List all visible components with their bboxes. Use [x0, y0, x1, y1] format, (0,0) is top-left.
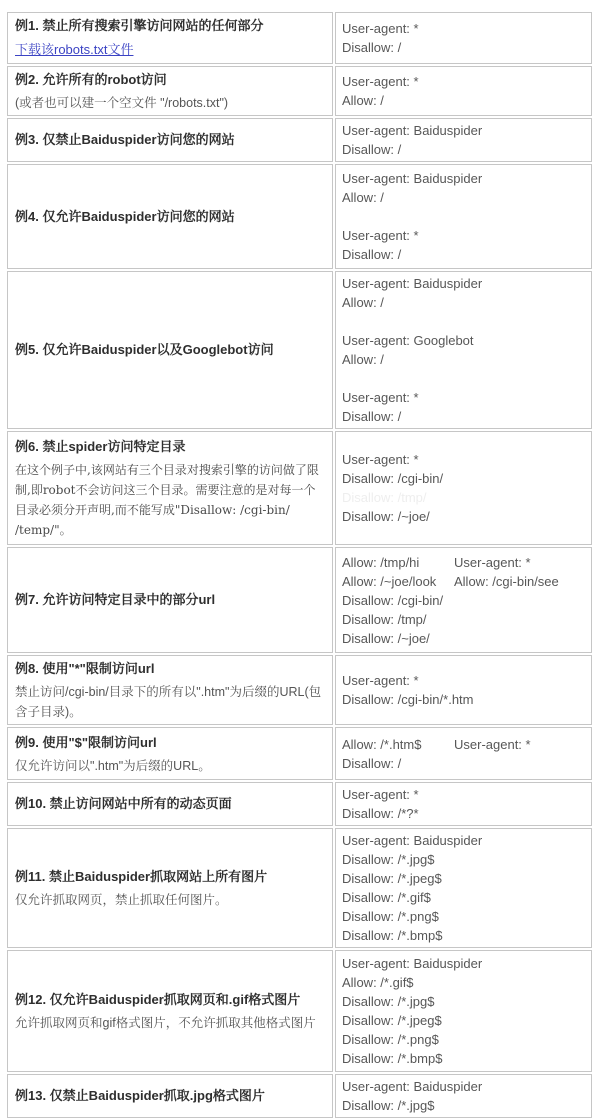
directives-columns [342, 19, 585, 57]
directive-line: Disallow: /*.bmp$ [342, 1051, 443, 1066]
directive-line: Disallow: / [342, 142, 402, 157]
robots-directives-cell [335, 431, 592, 545]
directive-line: Disallow: /tmp/ [342, 611, 427, 627]
directive-line: Disallow: /tmp/ [342, 490, 427, 505]
example-description-cell [7, 828, 333, 948]
directive-line [342, 312, 585, 331]
example-title: 例10. 禁止访问网站中所有的动态页面 [15, 796, 232, 811]
example-note: 禁止访问/cgi-bin/目录下的所有以".htm"为后缀的URL(包含子目录)。 [15, 685, 322, 719]
directive-line: User-agent: * [454, 554, 531, 570]
table-row-example-2 [7, 66, 592, 116]
robots-txt-download-link[interactable]: 下载该robots.txt文件 [15, 42, 134, 57]
directive-line: Disallow: /cgi-bin/ [342, 471, 444, 486]
example-description-cell [7, 66, 333, 116]
example-title: 例1. 禁止所有搜索引擎访问网站的任何部分 [15, 18, 264, 33]
robots-directives-cell [335, 828, 592, 948]
example-description-cell [7, 271, 333, 429]
directives-column [454, 553, 585, 591]
robots-directives-cell [335, 727, 592, 780]
robots-directives-cell [335, 655, 592, 725]
directive-line: Disallow: /cgi-bin/ [342, 592, 444, 608]
example-title: 例7. 允许访问特定目录中的部分url [15, 592, 216, 607]
directive-line: User-agent: * [342, 74, 419, 89]
directive-line: Allow: /cgi-bin/see [454, 573, 559, 589]
directive-line: Disallow: /*.jpg$ [342, 1098, 435, 1113]
directive-line: Disallow: /~joe/ [342, 630, 430, 646]
robots-directives-cell [335, 118, 592, 162]
directive-line: User-agent: * [454, 736, 531, 752]
directive-line: Disallow: /cgi-bin/*.htm [342, 692, 474, 707]
directives-column [342, 72, 585, 110]
directives-columns [342, 954, 585, 1068]
directives-columns [342, 1077, 585, 1115]
directives-column [342, 735, 454, 773]
table-row-example-6 [7, 431, 592, 545]
directives-column [342, 1077, 585, 1115]
example-title: 例9. 使用"$"限制访问url [15, 734, 157, 750]
directive-line: Allow: /*.gif$ [342, 975, 414, 990]
directive-line: Disallow: / [342, 247, 402, 262]
directives-columns [342, 169, 585, 264]
robots-directives-cell [335, 271, 592, 429]
table-row-example-8 [7, 655, 592, 725]
directive-line: User-agent: * [342, 673, 419, 688]
example-note: 允许抓取网页和gif格式图片，不允许抓取其他格式图片 [15, 1016, 316, 1030]
directive-line: User-agent: * [342, 452, 419, 467]
example-note: 在这个例子中,该网站有三个目录对搜索引擎的访问做了限制,即robot不会访问这三个目录。需要注意的是对每一个目录必须分开声明,而不能写成"Disallow: /cgi-bin/ /temp/"。 [15, 463, 319, 537]
example-title: 例13. 仅禁止Baiduspider抓取.jpg格式图片 [15, 1088, 265, 1103]
directive-line: Allow: / [342, 352, 384, 367]
example-title: 例5. 仅允许Baiduspider以及Googlebot访问 [15, 342, 274, 357]
directives-columns [342, 671, 585, 709]
directives-columns [342, 831, 585, 945]
example-description-cell [7, 164, 333, 269]
directive-line: Disallow: /~joe/ [342, 509, 430, 524]
example-note: 仅允许访问以".htm"为后缀的URL。 [15, 758, 211, 773]
example-description-cell [7, 118, 333, 162]
directive-line: User-agent: * [342, 787, 419, 802]
directive-line [342, 207, 585, 226]
directives-column [454, 735, 585, 754]
example-title: 例8. 使用"*"限制访问url [15, 661, 155, 676]
directives-columns [342, 553, 585, 648]
robots-directives-cell [335, 950, 592, 1072]
directive-line: User-agent: Baiduspider [342, 171, 483, 186]
directives-column [342, 169, 585, 264]
robots-directives-cell [335, 1074, 592, 1118]
robots-directives-cell [335, 547, 592, 653]
directive-line: Disallow: /*?* [342, 806, 419, 821]
example-description-cell [7, 727, 333, 780]
table-row-example-10 [7, 782, 592, 826]
directive-line: Disallow: /*.png$ [342, 909, 439, 924]
table-row-example-12 [7, 950, 592, 1072]
example-note: (或者也可以建一个空文件 "/robots.txt") [15, 96, 229, 110]
directive-line: Allow: / [342, 93, 384, 108]
directive-line: User-agent: Baiduspider [342, 956, 483, 971]
example-title: 例12. 仅允许Baiduspider抓取网页和.gif格式图片 [15, 992, 301, 1007]
robots-directives-cell [335, 782, 592, 826]
directive-line: User-agent: Googlebot [342, 333, 474, 348]
example-title: 例11. 禁止Baiduspider抓取网站上所有图片 [15, 869, 268, 884]
example-description-cell [7, 1074, 333, 1118]
directives-columns [342, 450, 585, 526]
directive-line: Disallow: / [342, 755, 402, 771]
example-description-cell [7, 12, 333, 64]
directives-column [342, 831, 585, 945]
directive-line: Allow: /*.htm$ [342, 736, 422, 752]
directives-column [342, 954, 585, 1068]
table-row-example-11 [7, 828, 592, 948]
robots-directives-cell [335, 12, 592, 64]
robots-examples-table [5, 10, 594, 1120]
table-row-example-3 [7, 118, 592, 162]
example-description-cell [7, 547, 333, 653]
directive-line: User-agent: Baiduspider [342, 1079, 483, 1094]
directive-line: Allow: /tmp/hi [342, 554, 420, 570]
directive-line: Disallow: /*.jpg$ [342, 852, 435, 867]
example-description-cell [7, 655, 333, 725]
directive-line: Disallow: / [342, 409, 402, 424]
directives-column [342, 785, 585, 823]
directive-line: User-agent: Baiduspider [342, 276, 483, 291]
directive-line: Disallow: /*.png$ [342, 1032, 439, 1047]
directive-line: Disallow: /*.jpeg$ [342, 1013, 442, 1028]
table-row-example-5 [7, 271, 592, 429]
directives-columns [342, 274, 585, 426]
directive-line: Disallow: /*.jpg$ [342, 994, 435, 1009]
directives-columns [342, 785, 585, 823]
directive-line: User-agent: * [342, 228, 419, 243]
example-description-cell [7, 782, 333, 826]
directive-line: User-agent: Baiduspider [342, 123, 483, 138]
example-title: 例2. 允许所有的robot访问 [15, 72, 167, 87]
example-title: 例3. 仅禁止Baiduspider访问您的网站 [15, 132, 235, 147]
directives-column [342, 274, 585, 426]
robots-directives-cell [335, 66, 592, 116]
directives-column [342, 671, 585, 709]
table-row-example-4 [7, 164, 592, 269]
directive-line: Allow: /~joe/look [342, 573, 437, 589]
directive-line: Disallow: / [342, 40, 402, 55]
example-description-cell [7, 431, 333, 545]
directive-line: Allow: / [342, 295, 384, 310]
example-title: 例6. 禁止spider访问特定目录 [15, 439, 186, 454]
directive-line: User-agent: * [342, 21, 419, 36]
directives-columns [342, 121, 585, 159]
example-note: 仅允许抓取网页，禁止抓取任何图片。 [15, 893, 228, 907]
table-row-example-13 [7, 1074, 592, 1118]
robots-directives-cell [335, 164, 592, 269]
directives-columns [342, 72, 585, 110]
table-row-example-7 [7, 547, 592, 653]
directive-line: Disallow: /*.gif$ [342, 890, 431, 905]
example-description-cell [7, 950, 333, 1072]
directive-line: Disallow: /*.jpeg$ [342, 871, 442, 886]
directive-line: Allow: / [342, 190, 384, 205]
table-row-example-9 [7, 727, 592, 780]
directives-column [342, 121, 585, 159]
directives-column [342, 553, 454, 648]
table-row-example-1 [7, 12, 592, 64]
directive-line: User-agent: * [342, 390, 419, 405]
directives-column [342, 19, 585, 57]
directive-line: User-agent: Baiduspider [342, 833, 483, 848]
directive-line: Disallow: /*.bmp$ [342, 928, 443, 943]
table-body [7, 12, 592, 1118]
directive-line [342, 369, 585, 388]
example-title: 例4. 仅允许Baiduspider访问您的网站 [15, 208, 235, 224]
directives-columns [342, 735, 585, 773]
directives-column [342, 450, 585, 526]
